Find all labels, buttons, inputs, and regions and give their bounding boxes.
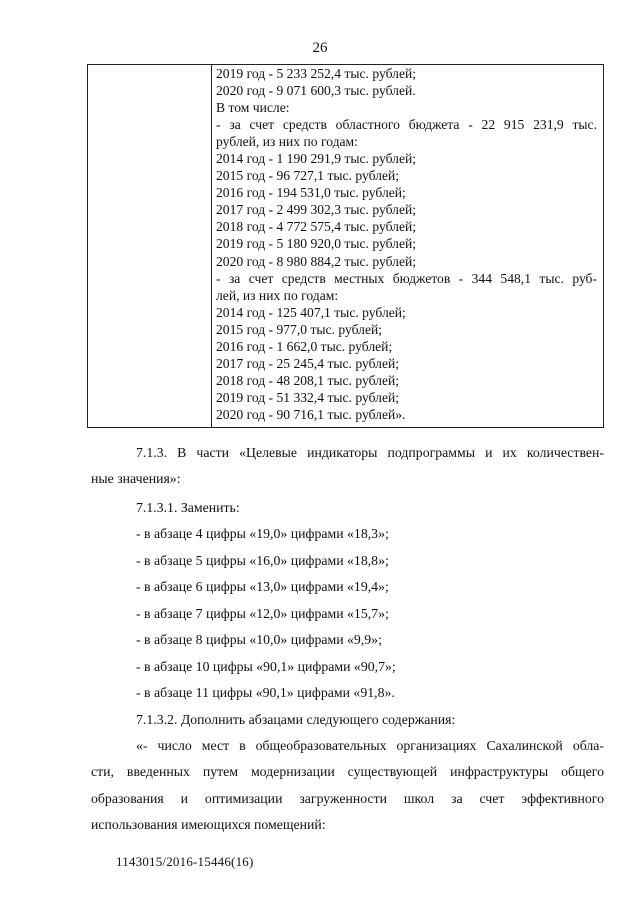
table-line: 2017 год - 25 245,4 тыс. рублей; [216,355,400,371]
table-line: 2019 год - 5 180 920,0 тыс. рублей; [216,236,417,252]
paragraph-line: 7.1.3.1. Заменить: [136,500,240,515]
paragraph-7-1-3-1 [136,495,604,522]
paragraph-line: образования и оптимизации загруженности школ за счет эффективного [91,790,604,806]
list-item: - в абзаце 5 цифры «16,0» цифрами «18,8»; [136,552,389,568]
paragraph-line: «- число мест в общеобразовательных организациях Сахалинской обла- [136,738,604,753]
table-line: 2016 год - 1 662,0 тыс. рублей; [216,338,393,354]
list-item: - в абзаце 11 цифры «90,1» цифрами «91,8». [136,685,395,700]
paragraph-line: ные значения»: [91,471,181,486]
table-line: 2020 год - 90 716,1 тыс. рублей». [216,406,406,422]
table-line: В том числе: [216,100,290,116]
funding-table [87,64,604,428]
replacement-list [136,521,604,707]
table-line: рублей, из них по годам: [216,134,358,150]
paragraph-line: сти, введенных путем модернизации существующей инфраструктуры общего [91,764,604,779]
list-item: - в абзаце 8 цифры «10,0» цифрами «9,9»; [136,632,382,647]
table-line: 2019 год - 5 233 252,4 тыс. рублей; [216,66,417,81]
paragraph-line: использования имеющихся помещений: [91,817,326,832]
table-line: 2020 год - 8 980 884,2 тыс. рублей; [216,253,417,269]
paragraph-7-1-3-continuation [91,466,604,493]
table-line: 2018 год - 4 772 575,4 тыс. рублей; [216,219,417,235]
table-line: 2016 год - 194 531,0 тыс. рублей; [216,185,406,201]
table-column-divider [211,65,212,427]
paragraph-line: 7.1.3.2. Дополнить абзацами следующего содержания: [136,712,456,727]
table-line: 2014 год - 125 407,1 тыс. рублей; [216,304,406,320]
table-right-cell [216,65,597,423]
page-number: 26 [312,40,328,56]
table-line: лей, из них по годам: [216,287,339,303]
list-item: - в абзаце 10 цифры «90,1» цифрами «90,7»; [136,658,396,674]
quote-continuation [91,759,604,839]
quote-first-line [136,733,604,760]
paragraph-line: 7.1.3. В части «Целевые индикаторы подпрограммы и их количествен- [136,445,604,460]
table-line: 2015 год - 96 727,1 тыс. рублей; [216,168,400,184]
paragraph-7-1-3-2 [136,707,604,734]
table-line: - за счет средств местных бюджетов - 344 548,1 тыс. руб- [216,270,597,286]
list-item: - в абзаце 4 цифры «19,0» цифрами «18,3»; [136,526,389,541]
document-footer-id: 1143015/2016-15446(16) [116,854,254,869]
table-line: 2017 год - 2 499 302,3 тыс. рублей; [216,202,417,218]
list-item: - в абзаце 7 цифры «12,0» цифрами «15,7»; [136,605,389,621]
table-line: 2014 год - 1 190 291,9 тыс. рублей; [216,151,417,167]
list-item: - в абзаце 6 цифры «13,0» цифрами «19,4»; [136,579,389,594]
paragraph-7-1-3 [136,440,604,467]
table-line: 2019 год - 51 332,4 тыс. рублей; [216,389,400,405]
table-left-cell [88,65,211,427]
table-line: 2015 год - 977,0 тыс. рублей; [216,321,383,337]
table-line: - за счет средств областного бюджета - 22 915 231,9 тыс. [216,117,597,133]
table-line: 2018 год - 48 208,1 тыс. рублей; [216,372,400,388]
table-line: 2020 год - 9 071 600,3 тыс. рублей. [216,83,416,99]
